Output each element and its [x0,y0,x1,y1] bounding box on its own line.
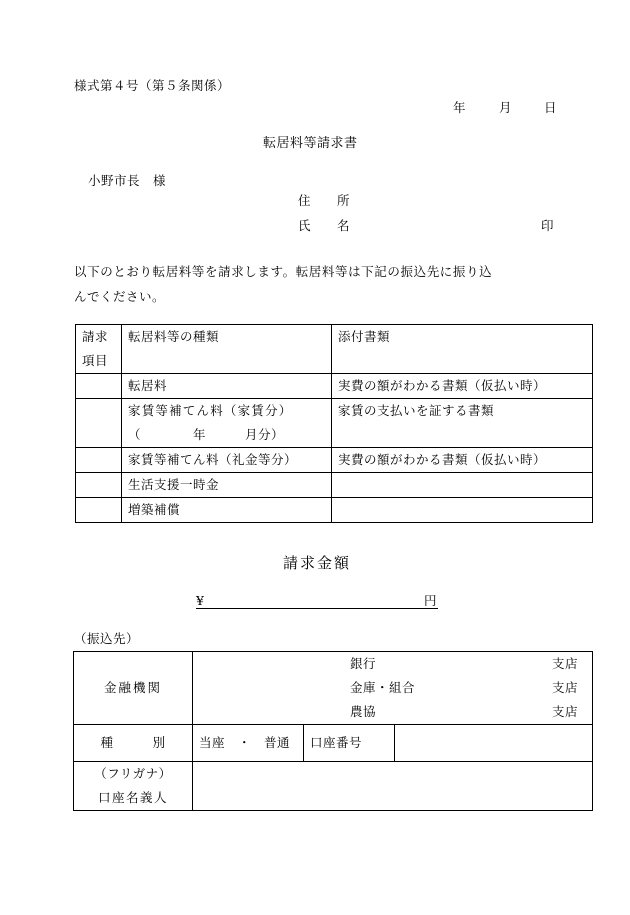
docs-cell [332,498,593,523]
institution-cell [193,652,593,725]
type-cell [122,399,332,448]
type-cell: 転居料 [122,374,332,399]
type-cell: 増築補償 [122,498,332,523]
institution-line: 農協 支店 [350,704,578,719]
account-type-value: 当座 ・ 普通 [193,725,304,762]
account-type-row [74,725,593,762]
docs-cell: 家賃の支払いを証する書類 [332,399,593,448]
account-type-label: 種 別 [74,725,193,762]
holder-value [193,762,593,811]
addressee: 小野市長 様 [88,173,167,188]
amount-underline [196,608,438,609]
docs-cell: 実費の額がわかる書類（仮払い時） [332,374,593,399]
yen-unit: 円 [424,593,438,608]
request-table-header [76,325,593,374]
item-header [76,325,122,374]
type-header: 転居料等の種類 [122,325,332,374]
date-year: 年 [453,100,467,115]
type-cell-line1: 家賃等補てん料（家賃分） [128,403,293,418]
docs-header: 添付書類 [332,325,593,374]
account-number-label: 口座番号 [304,725,395,762]
yen-symbol: ¥ [196,593,205,608]
account-number-value [395,725,593,762]
kana-label: （フリガナ） [94,766,172,781]
institution-row [74,652,593,725]
request-table [75,324,593,523]
table-row [76,448,593,473]
type-cell: 家賃等補てん料（礼金等分） [122,448,332,473]
page-title: 転居料等請求書 [263,136,358,151]
type-cell-line2: （ 年 月分） [128,427,285,442]
holder-row [74,762,593,811]
intro-text-line1: 以下のとおり転居料等を請求します。転居料等は下記の振込先に振り込 [74,264,493,279]
type-cell: 生活支援一時金 [122,473,332,498]
table-row [76,374,593,399]
docs-cell [332,473,593,498]
intro-text-line2: んでください。 [74,289,166,304]
amount-title: 請求金額 [283,554,352,572]
table-row [76,498,593,523]
institution-label: 金融機関 [74,652,193,725]
bank-section-label: （振込先） [74,631,140,646]
holder-label-cell [74,762,193,811]
table-row [76,473,593,498]
institution-line: 銀行 支店 [350,656,578,671]
date-day: 日 [544,100,558,115]
date-month: 月 [499,100,513,115]
holder-label: 口座名義人 [97,790,168,805]
address-label: 住 所 [298,193,351,208]
item-header-line2: 項目 [82,353,109,368]
table-row [76,399,593,448]
name-label: 氏 名 [298,218,351,233]
form-number: 様式第４号（第５条関係） [74,78,231,93]
institution-line: 金庫・組合 支店 [350,680,578,695]
seal-mark: 印 [541,218,555,233]
item-header-line1: 請求 [82,329,109,344]
docs-cell: 実費の額がわかる書類（仮払い時） [332,448,593,473]
bank-table [73,651,593,811]
